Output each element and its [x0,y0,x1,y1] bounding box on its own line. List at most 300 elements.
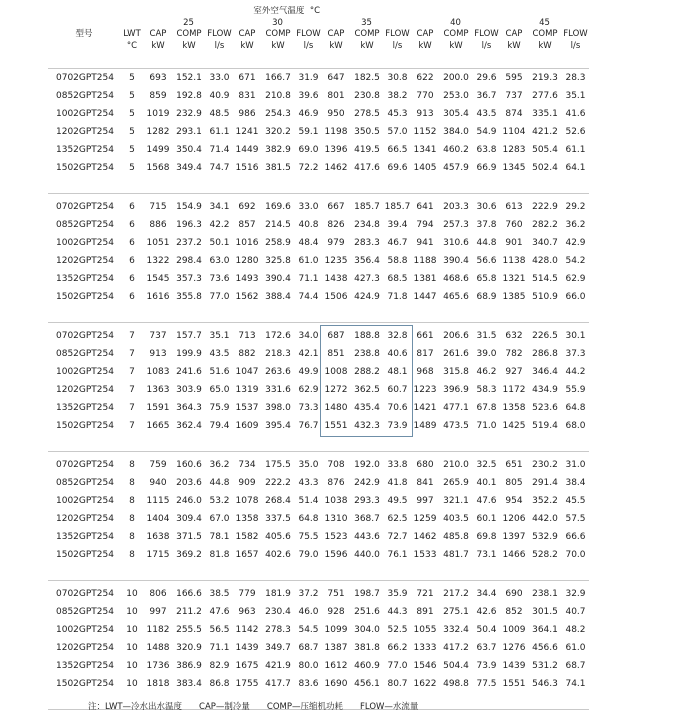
value-cell: 715 [149,202,167,212]
value-cell: 33.0 [298,202,319,212]
value-cell: 44.8 [476,238,497,248]
value-cell: 169.6 [265,202,291,212]
value-cell: 76.7 [298,421,319,431]
value-cell: 43.5 [209,349,230,359]
value-cell: 206.6 [443,331,469,341]
value-cell: 693 [149,73,167,83]
value-cell: 45.3 [387,109,408,119]
value-cell: 315.8 [443,367,469,377]
value-cell: 64.8 [298,514,319,524]
value-cell: 68.9 [476,292,497,302]
value-cell: 1715 [146,550,170,560]
value-cell: 309.4 [176,514,202,524]
value-cell: 320.9 [176,643,202,653]
value-cell: 1381 [413,274,437,284]
value-cell: 1551 [502,679,526,689]
value-cell: 395.4 [265,421,291,431]
value-cell: 275.1 [443,607,469,617]
value-cell: 680 [416,460,434,470]
value-cell: 457.9 [443,163,469,173]
value-cell: 68.0 [565,421,586,431]
col-label-comp: COMP [265,29,291,39]
value-cell: 1259 [413,514,437,524]
value-cell: 237.2 [176,238,202,248]
value-cell: 68.5 [387,274,408,284]
value-cell: 498.8 [443,679,469,689]
value-cell: 50.4 [476,625,497,635]
model-header: 型号 [75,29,93,39]
value-cell: 65.8 [476,274,497,284]
table-row [48,105,589,123]
model-cell: 1502GPT254 [56,679,114,689]
value-cell: 70.0 [565,550,586,560]
value-cell: 1488 [146,643,170,653]
value-cell: 251.6 [354,607,380,617]
value-cell: 651 [505,460,523,470]
value-cell: 371.5 [176,532,202,542]
lwt-cell: 5 [129,145,135,155]
value-cell: 1493 [235,274,259,284]
model-cell: 1002GPT254 [56,238,114,248]
value-cell: 1499 [146,145,170,155]
model-cell: 1002GPT254 [56,625,114,635]
value-cell: 68.7 [565,661,586,671]
value-cell: 62.9 [565,274,586,284]
value-cell: 48.1 [387,367,408,377]
value-cell: 61.1 [209,127,230,137]
value-cell: 321.1 [443,496,469,506]
value-cell: 396.9 [443,385,469,395]
col-unit-flow: l/s [214,40,225,51]
col-label-cap: CAP [149,29,167,39]
value-cell: 368.7 [354,514,380,524]
value-cell: 72.7 [387,532,408,542]
value-cell: 37.8 [476,220,497,230]
value-cell: 1055 [413,625,437,635]
value-cell: 66.9 [476,163,497,173]
value-cell: 435.4 [354,403,380,413]
table-row [48,87,589,105]
table-row [48,603,589,621]
value-cell: 1397 [502,532,526,542]
value-cell: 31.5 [476,331,497,341]
value-cell: 65.0 [209,385,230,395]
value-cell: 1283 [502,145,526,155]
col-unit-comp: kW [182,40,196,51]
value-cell: 77.5 [476,679,497,689]
value-cell: 1008 [324,367,348,377]
value-cell: 1363 [146,385,170,395]
model-cell: 1202GPT254 [56,514,114,524]
value-cell: 770 [416,91,434,101]
outdoor-temp-header: 室外空气温度 °C [253,6,320,16]
table-row [48,252,589,270]
value-cell: 364.3 [176,403,202,413]
col-unit-comp: kW [538,40,552,51]
value-cell: 349.7 [265,643,291,653]
col-label-flow: FLOW [296,29,321,39]
value-cell: 456.6 [532,643,558,653]
value-cell: 82.9 [209,661,230,671]
value-cell: 182.5 [354,73,380,83]
value-cell: 692 [238,202,256,212]
value-cell: 56.6 [476,256,497,266]
value-cell: 403.5 [443,514,469,524]
header-row-labels [48,29,589,41]
table-row [48,234,589,252]
value-cell: 198.7 [354,589,380,599]
value-cell: 230.4 [265,607,291,617]
value-cell: 1466 [502,550,526,560]
col-unit-cap: kW [240,40,254,51]
table-row [48,216,589,234]
value-cell: 214.5 [265,220,291,230]
value-cell: 58.8 [387,256,408,266]
value-cell: 73.3 [298,403,319,413]
value-cell: 817 [416,349,434,359]
value-cell: 154.9 [176,202,202,212]
value-cell: 986 [238,109,256,119]
value-cell: 1404 [146,514,170,524]
highlight-box [320,325,413,437]
model-cell: 1502GPT254 [56,163,114,173]
col-label-comp: COMP [354,29,380,39]
lwt-cell: 7 [129,349,135,359]
value-cell: 1612 [324,661,348,671]
model-cell: 1202GPT254 [56,385,114,395]
value-cell: 1282 [146,127,170,137]
value-cell: 196.3 [176,220,202,230]
lwt-cell: 6 [129,202,135,212]
value-cell: 255.5 [176,625,202,635]
col-unit-cap: kW [507,40,521,51]
value-cell: 1439 [235,643,259,653]
value-cell: 45.5 [565,496,586,506]
value-cell: 52.6 [565,127,586,137]
value-cell: 67.8 [476,403,497,413]
value-cell: 60.7 [387,385,408,395]
group-separator [48,177,589,194]
value-cell: 528.2 [532,550,558,560]
temp-header-40: 40 [450,17,461,28]
value-cell: 456.1 [354,679,380,689]
value-cell: 1235 [324,256,348,266]
value-cell: 927 [505,367,523,377]
value-cell: 1421 [413,403,437,413]
value-cell: 1280 [235,256,259,266]
temp-header-35: 35 [361,17,372,28]
value-cell: 30.1 [565,331,586,341]
value-cell: 398.0 [265,403,291,413]
value-cell: 238.8 [354,349,380,359]
value-cell: 34.4 [476,589,497,599]
value-cell: 69.0 [298,145,319,155]
value-cell: 325.8 [265,256,291,266]
value-cell: 304.0 [354,625,380,635]
value-cell: 1038 [324,496,348,506]
value-cell: 546.3 [532,679,558,689]
col-label-cap: CAP [238,29,256,39]
value-cell: 1016 [235,238,259,248]
model-cell: 1352GPT254 [56,403,114,413]
value-cell: 199.9 [176,349,202,359]
value-cell: 647 [327,73,345,83]
value-cell: 73.9 [476,661,497,671]
value-cell: 1387 [324,643,348,653]
temp-header-45: 45 [539,17,550,28]
col-unit-flow: l/s [303,40,314,51]
value-cell: 203.3 [443,202,469,212]
value-cell: 362.5 [354,385,380,395]
value-cell: 485.8 [443,532,469,542]
value-cell: 434.9 [532,385,558,395]
value-cell: 57.0 [387,127,408,137]
value-cell: 383.4 [176,679,202,689]
value-cell: 36.2 [565,220,586,230]
value-cell: 1172 [502,385,526,395]
value-cell: 713 [238,331,256,341]
table-row [48,639,589,657]
lwt-cell: 10 [126,589,138,599]
value-cell: 66.5 [387,145,408,155]
model-cell: 0702GPT254 [56,202,114,212]
value-cell: 257.3 [443,220,469,230]
model-cell: 1002GPT254 [56,367,114,377]
value-cell: 77.0 [209,292,230,302]
value-cell: 831 [238,91,256,101]
value-cell: 1568 [146,163,170,173]
value-cell: 43.5 [476,109,497,119]
value-cell: 1009 [502,625,526,635]
value-cell: 1083 [146,367,170,377]
lwt-cell: 10 [126,625,138,635]
temp-header-30: 30 [272,17,283,28]
value-cell: 352.2 [532,496,558,506]
value-cell: 61.0 [298,256,319,266]
value-cell: 356.4 [354,256,380,266]
value-cell: 81.8 [209,550,230,560]
value-cell: 1319 [235,385,259,395]
value-cell: 369.2 [176,550,202,560]
value-cell: 286.8 [532,349,558,359]
table-row [48,381,589,399]
value-cell: 384.0 [443,127,469,137]
value-cell: 632 [505,331,523,341]
value-cell: 671 [238,73,256,83]
table-row [48,399,589,417]
value-cell: 1198 [324,127,348,137]
value-cell: 222.9 [532,202,558,212]
value-cell: 349.4 [176,163,202,173]
table-row [48,270,589,288]
value-cell: 47.6 [476,496,497,506]
value-cell: 185.7 [354,202,380,212]
value-cell: 29.2 [565,202,586,212]
value-cell: 402.6 [265,550,291,560]
legend-note: 注：LWT—冷水出水温度 CAP—制冷量 COMP—压缩机功耗 FLOW—水流量 [88,702,419,712]
table-row [48,657,589,675]
value-cell: 230.2 [532,460,558,470]
value-cell: 54.9 [476,127,497,137]
col-label-comp: COMP [176,29,202,39]
value-cell: 1506 [324,292,348,302]
value-cell: 72.2 [298,163,319,173]
value-cell: 357.3 [176,274,202,284]
value-cell: 465.6 [443,292,469,302]
value-cell: 432.3 [354,421,380,431]
value-cell: 58.3 [476,385,497,395]
model-cell: 0702GPT254 [56,331,114,341]
value-cell: 31.0 [565,460,586,470]
value-cell: 44.3 [387,607,408,617]
value-cell: 332.4 [443,625,469,635]
value-cell: 35.1 [565,91,586,101]
value-cell: 963 [238,607,256,617]
col-unit-flow: l/s [570,40,581,51]
value-cell: 232.9 [176,109,202,119]
value-cell: 74.1 [565,679,586,689]
value-cell: 35.1 [209,331,230,341]
lwt-cell: 7 [129,403,135,413]
value-cell: 1078 [235,496,259,506]
value-cell: 1321 [502,274,526,284]
value-cell: 622 [416,73,434,83]
col-unit-flow: l/s [392,40,403,51]
value-cell: 531.2 [532,661,558,671]
value-cell: 61.1 [565,145,586,155]
value-cell: 1638 [146,532,170,542]
value-cell: 997 [149,607,167,617]
value-cell: 968 [416,367,434,377]
value-cell: 185.7 [384,202,411,212]
value-cell: 1489 [413,421,437,431]
table-row [48,585,589,603]
value-cell: 69.6 [387,163,408,173]
model-cell: 1352GPT254 [56,274,114,284]
value-cell: 1665 [146,421,170,431]
value-cell: 340.7 [532,238,558,248]
value-cell: 427.3 [354,274,380,284]
col-label-flow: FLOW [563,29,588,39]
value-cell: 46.2 [476,367,497,377]
value-cell: 38.2 [387,91,408,101]
value-cell: 595 [505,73,523,83]
value-cell: 47.6 [209,607,230,617]
value-cell: 283.3 [354,238,380,248]
value-cell: 801 [327,91,345,101]
col-unit-cap: kW [329,40,343,51]
value-cell: 1675 [235,661,259,671]
value-cell: 1019 [146,109,170,119]
model-cell: 0702GPT254 [56,73,114,83]
value-cell: 60.1 [476,514,497,524]
value-cell: 57.5 [565,514,586,524]
value-cell: 1241 [235,127,259,137]
value-cell: 32.5 [476,460,497,470]
value-cell: 63.8 [476,145,497,155]
model-cell: 0852GPT254 [56,607,114,617]
value-cell: 62.5 [387,514,408,524]
value-cell: 909 [238,478,256,488]
value-cell: 152.1 [176,73,202,83]
value-cell: 337.5 [265,514,291,524]
group-separator [48,435,589,452]
value-cell: 219.3 [532,73,558,83]
value-cell: 74.7 [209,163,230,173]
value-cell: 261.6 [443,349,469,359]
value-cell: 779 [238,589,256,599]
value-cell: 75.9 [209,403,230,413]
value-cell: 737 [505,91,523,101]
value-cell: 293.3 [354,496,380,506]
value-cell: 882 [238,349,256,359]
col-unit-cap: kW [151,40,165,51]
value-cell: 32.9 [565,589,586,599]
lwt-cell: 10 [126,607,138,617]
value-cell: 66.0 [565,292,586,302]
value-cell: 29.6 [476,73,497,83]
value-cell: 48.4 [298,238,319,248]
value-cell: 859 [149,91,167,101]
value-cell: 1516 [235,163,259,173]
col-label-flow: FLOW [385,29,410,39]
value-cell: 298.4 [176,256,202,266]
value-cell: 36.2 [209,460,230,470]
value-cell: 460.9 [354,661,380,671]
value-cell: 71.1 [298,274,319,284]
table-row [48,288,589,306]
value-cell: 1310 [324,514,348,524]
table-row [48,159,589,177]
value-cell: 56.5 [209,625,230,635]
value-cell: 37.3 [565,349,586,359]
value-cell: 33.8 [387,460,408,470]
value-cell: 166.7 [265,73,291,83]
value-cell: 759 [149,460,167,470]
table-row [48,546,589,564]
value-cell: 46.7 [387,238,408,248]
value-cell: 1358 [502,403,526,413]
value-cell: 278.5 [354,109,380,119]
value-cell: 37.2 [298,589,319,599]
model-cell: 0852GPT254 [56,91,114,101]
value-cell: 1657 [235,550,259,560]
value-cell: 891 [416,607,434,617]
value-cell: 519.4 [532,421,558,431]
value-cell: 941 [416,238,434,248]
value-cell: 44.2 [565,367,586,377]
value-cell: 71.1 [209,643,230,653]
value-cell: 417.7 [265,679,291,689]
value-cell: 172.6 [265,331,291,341]
value-cell: 514.5 [532,274,558,284]
value-cell: 40.6 [387,349,408,359]
value-cell: 54.2 [565,256,586,266]
value-cell: 293.1 [176,127,202,137]
lwt-cell: 7 [129,367,135,377]
value-cell: 263.6 [265,367,291,377]
value-cell: 277.6 [532,91,558,101]
value-cell: 54.5 [298,625,319,635]
value-cell: 203.6 [176,478,202,488]
value-cell: 1051 [146,238,170,248]
value-cell: 288.2 [354,367,380,377]
value-cell: 473.5 [443,421,469,431]
table-row [48,417,589,435]
table-row [48,123,589,141]
value-cell: 505.4 [532,145,558,155]
col-unit-comp: kW [449,40,463,51]
